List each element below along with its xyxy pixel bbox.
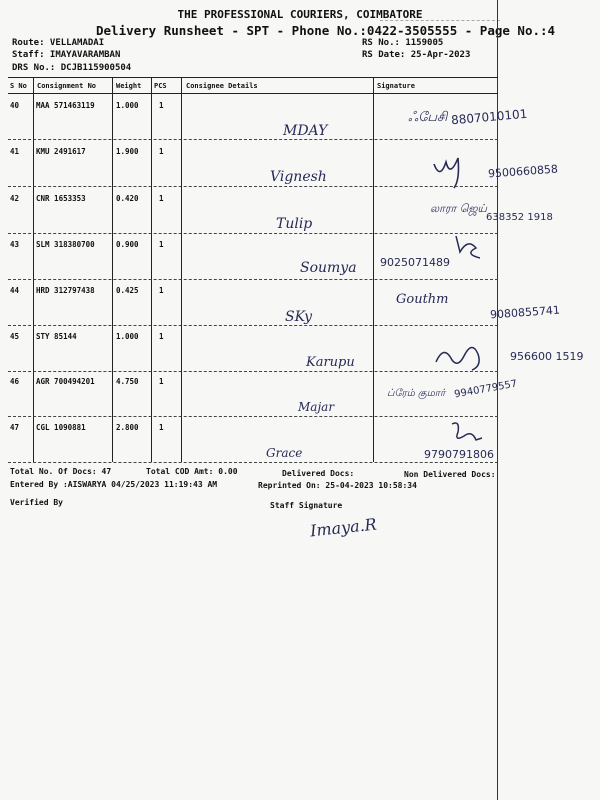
consignee-name: SKy bbox=[285, 309, 313, 325]
row-consignment: MAA 571463119 bbox=[36, 101, 95, 110]
row-consignment: CNR 1653353 bbox=[36, 194, 86, 203]
row-weight: 0.420 bbox=[116, 194, 139, 203]
consignee-phone: 9790791806 bbox=[424, 448, 494, 461]
staff-label: Staff: IMAYAVARAMBAN bbox=[12, 50, 121, 60]
consignee-name: Majar bbox=[298, 400, 335, 414]
row-separator bbox=[8, 139, 498, 140]
row-pcs: 1 bbox=[159, 423, 164, 432]
consignee-name: Grace bbox=[266, 446, 303, 460]
row-pcs: 1 bbox=[159, 286, 164, 295]
signature-scribble bbox=[450, 232, 486, 262]
delivered-docs: Delivered Docs: bbox=[282, 469, 355, 478]
col-divider bbox=[112, 77, 113, 462]
row-sno: 45 bbox=[10, 332, 20, 341]
rs-number: RS No.: 1159005 bbox=[362, 38, 444, 48]
row-pcs: 1 bbox=[159, 101, 164, 110]
signature-scribble bbox=[432, 336, 488, 376]
row-sno: 43 bbox=[10, 240, 20, 249]
consignee-phone: 9940779557 bbox=[453, 378, 519, 401]
consignee-phone: 9025071489 bbox=[380, 256, 450, 269]
row-pcs: 1 bbox=[159, 147, 164, 156]
row-sno: 46 bbox=[10, 377, 20, 386]
row-consignment: HRD 312797438 bbox=[36, 286, 95, 295]
signature-scribble: ஃபேசி bbox=[408, 110, 448, 125]
row-weight: 0.425 bbox=[116, 286, 139, 295]
col-divider bbox=[181, 77, 182, 462]
signature-scribble: ப்ரேம் குமார் bbox=[387, 388, 446, 399]
row-separator bbox=[8, 416, 498, 417]
col-header-consignee: Consignee Details bbox=[186, 82, 258, 90]
signature-scribble bbox=[446, 420, 486, 448]
non-delivered-docs: Non Delivered Docs: bbox=[404, 470, 496, 479]
consignee-name: Soumya bbox=[300, 260, 357, 276]
row-consignment: KMU 2491617 bbox=[36, 147, 86, 156]
row-weight: 0.900 bbox=[116, 240, 139, 249]
table-top-rule bbox=[8, 77, 498, 78]
runsheet-title: Delivery Runsheet - SPT - Phone No.:0422-3505555 - Page No.:4 bbox=[96, 23, 556, 38]
company-title: THE PROFESSIONAL COURIERS, COIMBATORE bbox=[177, 8, 423, 21]
header-ghost-rule bbox=[380, 20, 500, 24]
col-divider bbox=[151, 77, 152, 462]
staff-signature-label: Staff Signature bbox=[270, 501, 343, 510]
row-pcs: 1 bbox=[159, 377, 164, 386]
staff-signature: Imaya.R bbox=[309, 514, 378, 541]
entered-by: Entered By :AISWARYA 04/25/2023 11:19:43 AM bbox=[10, 480, 218, 489]
row-weight: 1.000 bbox=[116, 332, 139, 341]
row-weight: 1.900 bbox=[116, 147, 139, 156]
col-header-sno: S No bbox=[10, 82, 27, 90]
row-separator bbox=[8, 371, 498, 372]
col-header-consignment: Consignment No bbox=[37, 82, 97, 90]
row-separator bbox=[8, 233, 498, 234]
row-sno: 44 bbox=[10, 286, 20, 295]
consignee-phone: 9080855741 bbox=[489, 303, 561, 322]
row-pcs: 1 bbox=[159, 194, 164, 203]
consignee-name: Tulip bbox=[276, 216, 313, 232]
table-header-rule bbox=[8, 93, 498, 94]
row-separator bbox=[8, 186, 498, 187]
col-header-weight: Weight bbox=[116, 82, 142, 90]
consignee-phone: 9500660858 bbox=[487, 162, 559, 181]
consignee-name: Vignesh bbox=[270, 169, 327, 185]
signature-scribble: Gouthm bbox=[396, 292, 449, 307]
row-sno: 41 bbox=[10, 147, 20, 156]
row-sno: 47 bbox=[10, 423, 20, 432]
row-weight: 2.800 bbox=[116, 423, 139, 432]
row-consignment: CGL 1090881 bbox=[36, 423, 86, 432]
table-bottom-rule bbox=[8, 462, 498, 463]
row-separator bbox=[8, 325, 498, 326]
consignee-phone: 8807010101 bbox=[450, 106, 528, 128]
signature-scribble: லாரா ஜெய் bbox=[430, 202, 487, 215]
total-cod-amount: Total COD Amt: 0.00 bbox=[146, 467, 238, 476]
consignee-phone: 638352 1918 bbox=[486, 212, 553, 223]
row-sno: 42 bbox=[10, 194, 20, 203]
col-header-signature: Signature bbox=[377, 82, 415, 90]
row-consignment: AGR 700494201 bbox=[36, 377, 95, 386]
route-label: Route: VELLAMADAI bbox=[12, 38, 105, 48]
col-divider bbox=[33, 77, 34, 462]
total-docs: Total No. Of Docs: 47 bbox=[10, 467, 112, 476]
row-weight: 4.750 bbox=[116, 377, 139, 386]
row-weight: 1.000 bbox=[116, 101, 139, 110]
row-pcs: 1 bbox=[159, 240, 164, 249]
row-separator bbox=[8, 279, 498, 280]
drs-number: DRS No.: DCJB115900504 bbox=[12, 63, 132, 73]
col-header-pcs: PCS bbox=[154, 82, 167, 90]
consignee-name: Karupu bbox=[306, 355, 355, 370]
signature-scribble bbox=[430, 150, 470, 190]
consignee-phone: 956600 1519 bbox=[510, 350, 584, 363]
col-divider bbox=[373, 77, 374, 462]
row-pcs: 1 bbox=[159, 332, 164, 341]
row-consignment: SLM 318380700 bbox=[36, 240, 95, 249]
rs-date: RS Date: 25-Apr-2023 bbox=[362, 50, 471, 60]
verified-by-label: Verified By bbox=[10, 498, 63, 507]
consignee-name: MDAY bbox=[283, 123, 328, 139]
row-consignment: STY 85144 bbox=[36, 332, 77, 341]
row-sno: 40 bbox=[10, 101, 20, 110]
reprinted-on: Reprinted On: 25-04-2023 10:58:34 bbox=[258, 481, 417, 490]
